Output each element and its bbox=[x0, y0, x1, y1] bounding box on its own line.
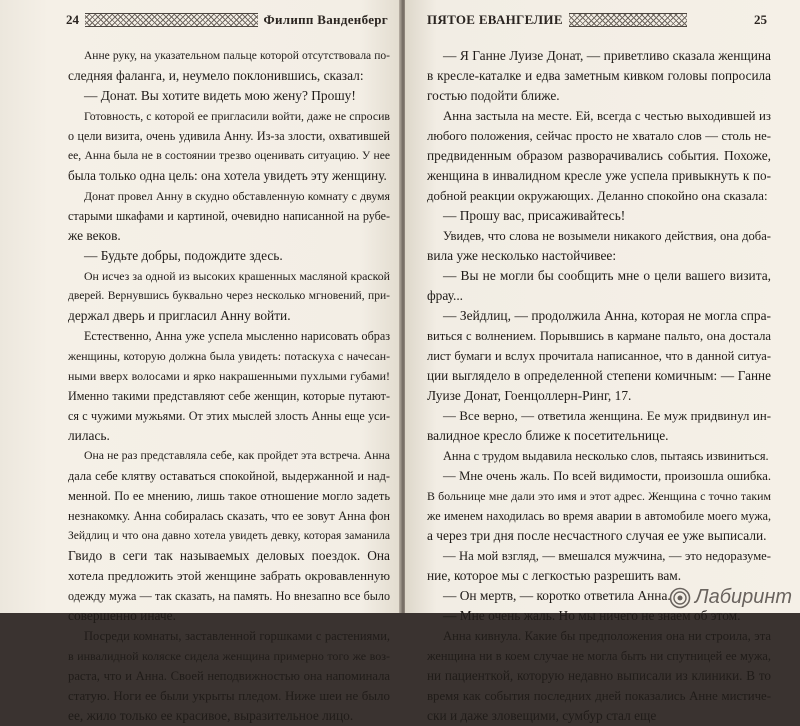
text-line: ние, которое мы с легкостью разрешить вам. bbox=[427, 568, 682, 583]
text-line: — На мой взгляд, — вмешался мужчина, — это недоразуме- bbox=[443, 549, 771, 563]
text-line: Анна застыла на месте. Ей, всегда с честью выходившей из bbox=[443, 109, 771, 123]
text-line: Зейдлиц и что она давно хотела увидеть девку, которая заманила bbox=[68, 529, 390, 542]
text-line: дверей. Вернувшись буквально через несколько мгновений, при- bbox=[68, 290, 390, 302]
text-line: же веков. bbox=[68, 228, 121, 243]
text-line: Анна кивнула. Какие бы предположения она ни строила, эта bbox=[443, 629, 771, 643]
text-line: лилась. bbox=[68, 428, 110, 443]
right-page bbox=[405, 0, 800, 723]
text-line: — Вы не могли бы сообщить мне о цели вашего визита, bbox=[443, 268, 771, 283]
text-line: любого положения, сейчас просто не хватало слов — столь не- bbox=[427, 129, 771, 143]
text-line: раста, что и Анна. Своей неподвижностью она напоминала bbox=[68, 669, 390, 683]
text-line: — Будьте добры, подождите здесь. bbox=[84, 248, 283, 263]
text-line: ся с чужими мужьями. От этих мыслей злость Анны еще уси- bbox=[68, 409, 390, 423]
page-number: 24 bbox=[66, 12, 79, 27]
text-line: Готовность, с которой ее пригласили войти, даже не спросив bbox=[84, 109, 390, 123]
text-line: одежду мужа — так сказать, на память. Но внезапно все было bbox=[68, 589, 390, 603]
text-line: держал дверь и пригласил Анну войти. bbox=[68, 308, 291, 323]
left-header bbox=[66, 10, 388, 30]
ornament-divider bbox=[85, 13, 258, 27]
text-line: Именно такими представляют себе женщин, которые путают- bbox=[68, 389, 390, 403]
text-line: следняя фаланга, и, неумело поклонившись, сказал: bbox=[68, 68, 364, 83]
text-line: женщина ни в коем случае не могла быть ни спутницей ее мужа, bbox=[427, 649, 771, 663]
text-line: Анна с трудом выдавила несколько слов, пытаясь извиниться. bbox=[443, 449, 769, 463]
text-line: вила уже несколько настойчивее: bbox=[427, 248, 617, 263]
watermark-text: Лабиринт bbox=[694, 586, 792, 608]
text-line: Посреди комнаты, заставленной горшками с растениями, bbox=[84, 629, 390, 643]
right-header bbox=[427, 10, 767, 30]
text-line: время как события последних дней показались Анне мистиче- bbox=[427, 689, 771, 703]
text-line: Луизе Донат, Гоенцоллерн-Ринг, 17. bbox=[427, 388, 632, 403]
text-line: В больнице мне дали это имя и этот адрес. Женщина с точно таким bbox=[427, 489, 771, 503]
text-line: ее, жило только ее красивое, выразительное лицо. bbox=[68, 708, 354, 723]
text-line: о цели визита, очень удивила Анну. Из-за злости, охватившей bbox=[68, 129, 390, 143]
left-page bbox=[0, 0, 401, 723]
text-line: женщина в инвалидном кресле уже успела привыкнуть к по- bbox=[427, 168, 771, 183]
text-line: хотела предложить этой женщине забрать окровавленную bbox=[68, 569, 390, 583]
text-line: — Он мертв, — коротко ответила Анна. bbox=[443, 588, 671, 603]
body-text bbox=[427, 46, 771, 726]
text-line: была только одна цель: она хотела увидеть эту женщину. bbox=[68, 168, 387, 183]
text-line: — Прошу вас, присаживайтесь! bbox=[443, 208, 626, 223]
text-line: — Зейдлиц, — продолжила Анна, которая не могла спра- bbox=[443, 308, 771, 323]
text-line: ции выглядело в определенной степени комичным: — Ганне bbox=[427, 368, 771, 383]
text-line: — Все верно, — ответила женщина. Ее муж придвинул ин- bbox=[443, 409, 771, 423]
text-line: фрау... bbox=[427, 288, 464, 303]
text-line: а через три дня после несчастного случая ее уже выписали. bbox=[427, 528, 767, 543]
page-number: 25 bbox=[754, 12, 767, 27]
text-line: — Я Ганне Луизе Донат, — приветливо сказала женщина bbox=[443, 48, 771, 63]
text-line: Анне руку, на указательном пальце которой отсутствовала по- bbox=[84, 50, 390, 62]
text-line: в инвалидной коляске сидела женщина примерно того же воз- bbox=[68, 649, 390, 663]
labyrinth-icon bbox=[669, 587, 691, 609]
text-line: гостью подойти ближе. bbox=[427, 88, 560, 103]
text-line: — Донат. Вы хотите видеть мою жену? Прошу! bbox=[84, 88, 356, 103]
text-line: дала себе клятву оставаться спокойной, выдержанной и над- bbox=[68, 469, 390, 483]
ornament-divider bbox=[569, 13, 687, 27]
text-line: старыми шкафами и картиной, очевидно написанной на рубе- bbox=[68, 209, 390, 223]
text-line: ными вверх волосами и ярко накрашенными пухлыми губами! bbox=[68, 369, 390, 383]
text-line: ски и даже зловещими, сумбур стал еще bbox=[427, 708, 657, 723]
text-line: женщины, которую должна была увидеть: потаскуха с начесан- bbox=[68, 349, 390, 363]
text-line: в кресле-каталке и едва заметным кивком головы попросила bbox=[427, 68, 771, 83]
running-head: ПЯТОЕ ЕВАНГЕЛИЕ bbox=[427, 12, 563, 27]
text-line: статую. Ноги ее были укрыты пледом. Ниже шеи не было bbox=[68, 688, 390, 703]
text-line: Естественно, Анна уже успела мысленно нарисовать образ bbox=[84, 329, 390, 343]
text-line: Донат провел Анну в скудно обставленную комнату с двумя bbox=[84, 189, 390, 203]
watermark bbox=[669, 586, 792, 609]
text-line: предвиденным образом разворачивались события. Похоже, bbox=[427, 148, 771, 163]
text-line: же именем находилась во время аварии в автомобиле моего мужа, bbox=[427, 509, 771, 523]
text-line: незнакомку. Анна собиралась сказать, что ее зовут Анна фон bbox=[68, 509, 390, 523]
text-line: Гвидо в сеги так называемых деловых поездок. Она bbox=[68, 548, 390, 563]
text-line: — Мне очень жаль. По всей видимости, произошла ошибка. bbox=[443, 469, 771, 483]
text-line: виться с волнением. Порывшись в кармане пальто, она достала bbox=[427, 329, 771, 343]
text-line: совершенно иначе. bbox=[68, 608, 176, 623]
text-line: Она не раз представляла себе, как пройдет эта встреча. Анна bbox=[84, 449, 390, 462]
text-line: ее, Анна была не в состоянии трезво оценивать ситуацию. У нее bbox=[68, 149, 390, 162]
text-line: менной. По ее мнению, лишь такое отношение могло задеть bbox=[68, 489, 390, 503]
text-line: Он исчез за одной из высоких крашенных масляной краской bbox=[84, 269, 390, 283]
body-text bbox=[68, 46, 390, 726]
text-line: Увидев, что слова не возымели никакого действия, она доба- bbox=[443, 229, 771, 243]
text-line: ни пациенткой, которую недавно выписали из клиники. В то bbox=[427, 668, 771, 683]
running-head: Филипп Ванденберг bbox=[263, 12, 388, 27]
text-line: добной реакции окружающих. Деланно спокойно она сказала: bbox=[427, 189, 768, 203]
text-line: лист бумаги и вслух прочитала написанное, что в данной ситуа- bbox=[427, 349, 771, 363]
text-line: — Мне очень жаль. Но мы ничего не знаем об этом. bbox=[443, 608, 741, 623]
text-line: валидное кресло ближе к посетительнице. bbox=[427, 428, 669, 443]
